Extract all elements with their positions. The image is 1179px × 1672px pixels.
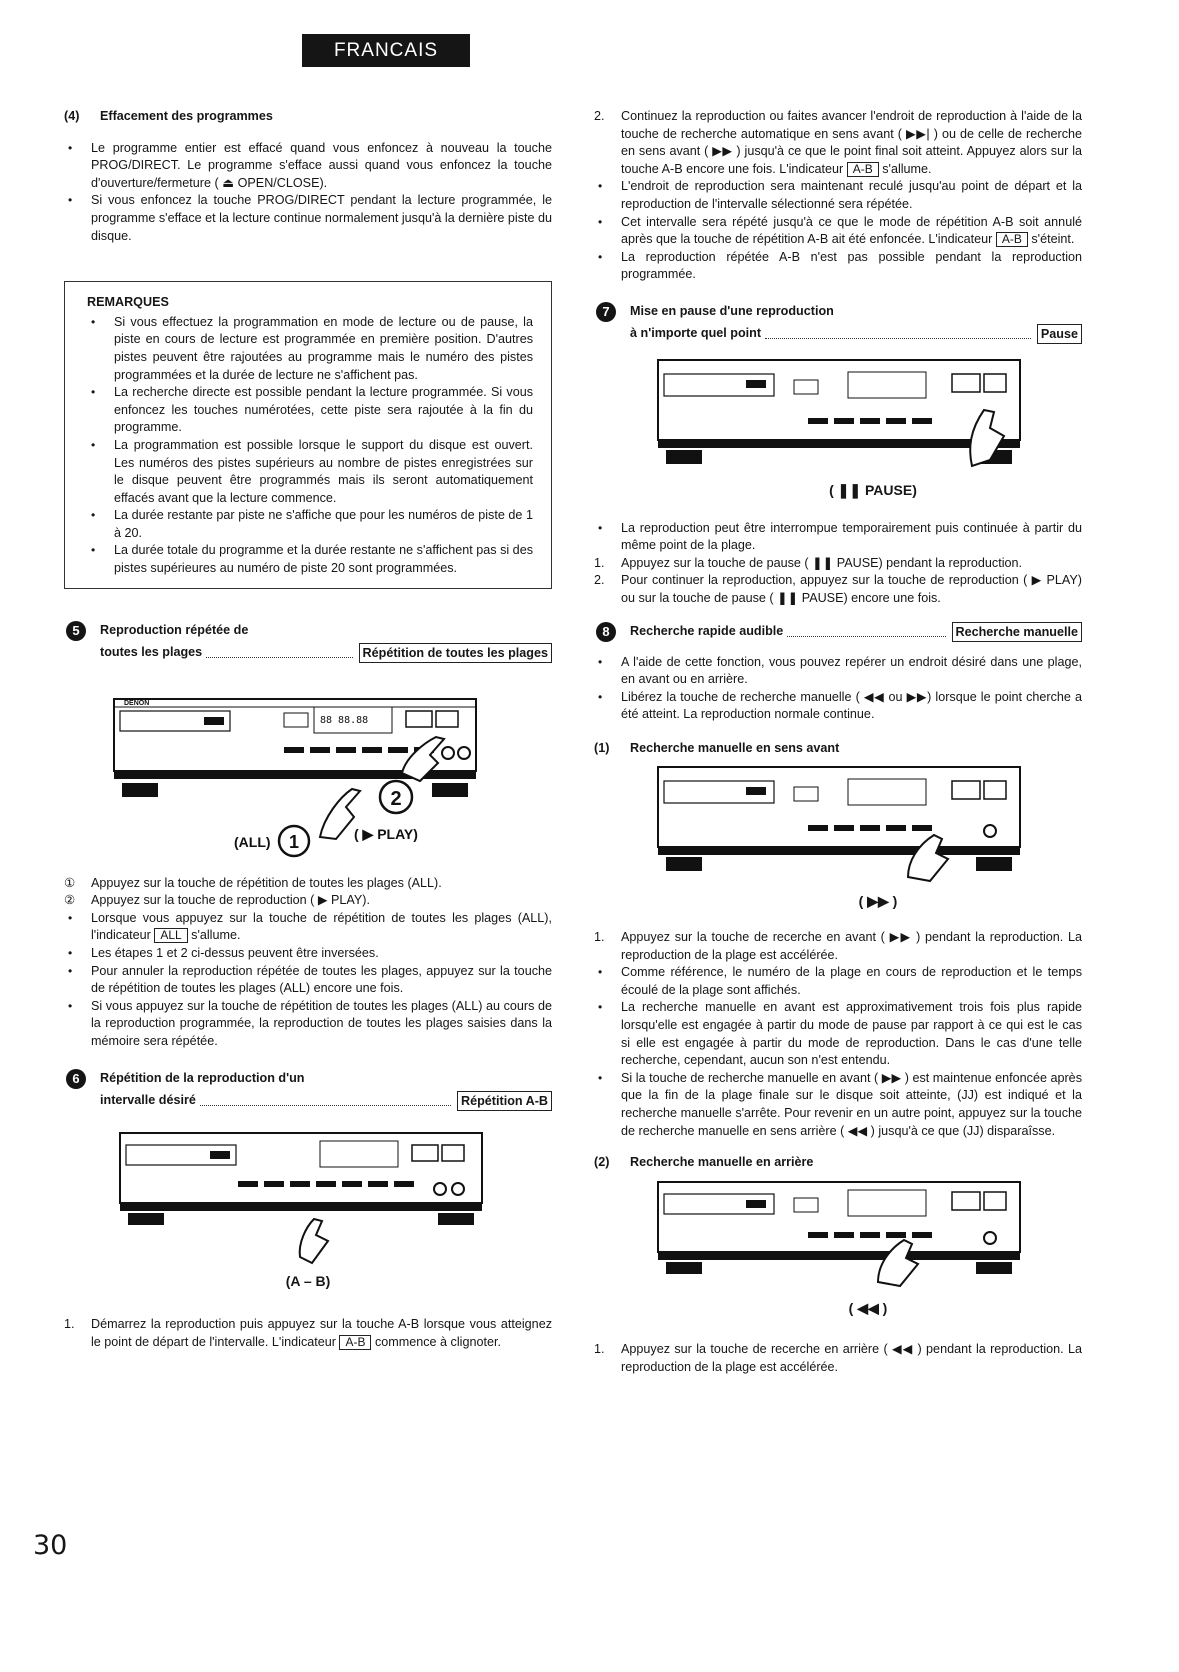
forward-search-title: Recherche manuelle en sens avant: [630, 740, 840, 755]
reverse-search-caption: ( ◀◀ ): [848, 1299, 888, 1316]
list-item: • La reproduction peut être interrompue temporairement puis continuée à partir du même point de la plage.: [594, 520, 1082, 555]
list-item: 1. Démarrez la reproduction puis appuyez sur la touche A-B lorsque vous atteignez le point de départ de l'intervalle. L'indicateur A-B commence à clignoter.: [64, 1317, 552, 1349]
section-7-number: 7: [596, 302, 616, 322]
cd-player-figure-reverse: [618, 1178, 1058, 1288]
section-6-title-line1: Répétition de la reproduction d'un: [100, 1070, 305, 1085]
ab-steps: [594, 108, 1082, 178]
ab-indicator: A-B: [847, 162, 879, 177]
left-column: [64, 108, 552, 1351]
forward-search-steps: [594, 929, 1082, 964]
section-7-title-line1: Mise en pause d'une reproduction: [630, 303, 834, 318]
section-5-title-line1: Reproduction répétée de: [100, 622, 249, 637]
section-6-title: [64, 1067, 552, 1111]
cd-player-figure-forward: [618, 763, 1058, 883]
list-item: • La reproduction répétée A-B n'est pas possible pendant la reproduction programmée.: [594, 249, 1082, 284]
section-6-caption: (A – B): [285, 1272, 331, 1289]
all-indicator: ALL: [154, 928, 187, 943]
cd-player-figure-ab: [88, 1123, 528, 1273]
remarks-list: [87, 314, 533, 578]
callout-1-label: 1: [288, 831, 300, 852]
section-6-steps: [64, 1316, 552, 1351]
forward-search-number: (1): [594, 740, 610, 755]
label-play: ( ▶ PLAY): [354, 825, 418, 842]
section-8-number: 8: [596, 622, 616, 642]
cd-player-illustration: [618, 763, 1058, 883]
hand-pointer-icon: [300, 1219, 328, 1263]
list-item: • Le programme entier est effacé quand vous enfoncez à nouveau la touche PROG/DIRECT. Le programme s'efface aussi quand vous enfoncez la touche d'ouverture/fermeture ( ⏏ OPEN/CLOSE).: [64, 140, 552, 193]
prog-erase-number: (4): [64, 109, 80, 123]
forward-search-heading: [594, 740, 1082, 758]
section-5-bullets: [64, 910, 552, 1051]
forward-search-caption: ( ▶▶ ): [858, 893, 898, 910]
list-item: 1. Appuyez sur la touche de pause ( ❚❚ PAUSE) pendant la reproduction.: [594, 555, 1023, 570]
list-item: • Lorsque vous appuyez sur la touche de répétition de toutes les plages (ALL), l'indicateur ALL s'allume.: [64, 910, 552, 945]
list-item: ② Appuyez sur la touche de reproduction ( ▶ PLAY).: [64, 893, 370, 908]
section-7-steps: [594, 555, 1082, 608]
list-item: • La durée restante par piste ne s'affiche que pour les numéros de piste de 1 à 20.: [87, 507, 533, 542]
list-item: 1. Appuyez sur la touche de recerche en arrière ( ◀◀ ) pendant la reproduction. La reproduction de la plage est accélérée.: [594, 1342, 1082, 1374]
prog-erase-list: [64, 140, 552, 246]
list-item: • Libérez la touche de recherche manuelle ( ◀◀ ou ▶▶) lorsque le point cherche a été atteint. La reproduction normale continue.: [594, 689, 1082, 724]
section-6-title-line2: intervalle désiré: [100, 1092, 196, 1107]
section-6-number: 6: [66, 1069, 86, 1089]
list-item: • L'endroit de reproduction sera maintenant reculé jusqu'au point de départ et la reproduction de l'intervalle sélectionné sera répétée.: [594, 178, 1082, 213]
remarks-box: [64, 281, 552, 589]
forward-search-bullets: [594, 964, 1082, 1140]
section-7-title: [594, 300, 1082, 344]
list-item: • La recherche directe est possible pendant la lecture programmée. Si vous enfoncez les touches numérotées, cette piste sera rajoutée à la fin du programme.: [87, 384, 533, 437]
ab-indicator: A-B: [339, 1335, 371, 1350]
cd-player-figure-pause: [618, 356, 1058, 478]
section-5-title-line2: toutes les plages: [100, 644, 203, 659]
section-5-tag: Répétition de toutes les plages: [359, 643, 552, 663]
section-7-tag: Pause: [1037, 324, 1082, 344]
section-7-title-line2: à n'importe quel point: [630, 325, 762, 340]
cd-player-illustration: [618, 356, 1058, 478]
ab-bullets: [594, 178, 1082, 284]
list-item: • Pour annuler la reproduction répétée de toutes les plages, appuyez sur la touche de répétition de toutes les plages (ALL) encore une fois.: [64, 963, 552, 998]
list-item: • Si vous appuyez sur la touche de répétition de toutes les plages (ALL) au cours de la reproduction programmée, la reproduction de toutes les plages saisies dans la mémoire sera répétée.: [64, 998, 552, 1051]
list-item: • Cet intervalle sera répété jusqu'à ce que le mode de répétition A-B soit annulé après que la touche de répétition A-B ait été enfoncée. L'indicateur A-B s'éteint.: [594, 214, 1082, 249]
prog-erase-heading: [64, 108, 552, 126]
device-display: 88 88.88: [320, 714, 369, 726]
right-column: [594, 108, 1082, 1377]
list-item: • Comme référence, le numéro de la plage en cours de reproduction et le temps écoulé de la plage sont affichés.: [594, 964, 1082, 999]
cd-player-figure-repeat-all: [84, 677, 532, 867]
list-item: • A l'aide de cette fonction, vous pouvez repérer un endroit désiré dans une plage, en avant ou en arrière.: [594, 654, 1082, 689]
list-item: • La programmation est possible lorsque le support du disque est ouvert. Les numéros des pistes supérieurs au nombre de pistes enregistrées sur le disque peuvent être programmés mais ils seront automatiquement effacés avant que la lecture commence.: [87, 437, 533, 507]
section-6-tag: Répétition A-B: [457, 1091, 552, 1111]
language-tab: FRANCAIS: [302, 34, 470, 67]
reverse-search-heading: [594, 1154, 1082, 1172]
list-item: • Si vous effectuez la programmation en mode de lecture ou de pause, la piste en cours de lecture est programmée en première position. D'autres pistes peuvent être rajoutées au programme mais le numéro des pistes programmées et la durée de lecture ne s'affichent pas.: [87, 314, 533, 384]
list-item: • La durée totale du programme et la durée restante ne s'affichent pas si des pistes supérieures au numéro de piste 20 sont programmées.: [87, 542, 533, 577]
label-all: (ALL): [234, 833, 271, 850]
ab-indicator: A-B: [996, 232, 1028, 247]
cd-player-illustration: [84, 677, 532, 867]
callout-2-label: 2: [390, 787, 402, 810]
section-7-caption: ( ❚❚ PAUSE): [829, 481, 917, 498]
list-item: • La recherche manuelle en avant est approximativement trois fois plus rapide lorsqu'elle est engagée à partir du mode de pause par rapport à ce qui est le cas si elle est engagée à partir du mode de reproduction. Dans le cas d'une telle recherche, cependant, aucun son n'est entendu.: [594, 999, 1082, 1069]
list-item: ① Appuyez sur la touche de répétition de toutes les plages (ALL).: [64, 875, 442, 890]
prog-erase-title: Effacement des programmes: [100, 109, 273, 123]
brand-label: DENON: [124, 699, 150, 707]
list-item: • Si vous enfoncez la touche PROG/DIRECT pendant la lecture programmée, le programme s'efface et la lecture continue normalement jusqu'à la dernière piste du disque.: [64, 192, 552, 245]
list-item: 2. Pour continuer la reproduction, appuyez sur la touche de reproduction ( ▶ PLAY) ou sur la touche de pause ( ❚❚ PAUSE) encore une fois.: [594, 573, 1082, 605]
section-7-bullets: [594, 520, 1082, 555]
reverse-search-title: Recherche manuelle en arrière: [630, 1155, 814, 1170]
list-item: • Les étapes 1 et 2 ci-dessus peuvent être inversées.: [64, 945, 552, 963]
section-8-bullets: [594, 654, 1082, 724]
section-8-title-text: Recherche rapide audible: [630, 623, 784, 638]
cd-player-illustration: [618, 1178, 1058, 1288]
reverse-search-number: (2): [594, 1155, 610, 1170]
reverse-search-steps: [594, 1341, 1082, 1376]
section-8-title: [594, 620, 1082, 642]
list-item: • Si la touche de recherche manuelle en avant ( ▶▶ ) est maintenue enfoncée après que la fin de la plage finale sur le disque soit atteinte, (ЈЈ) est indiqué et la recherche manuelle s'arrête. Pour revenir en un autre point, appuyez sur la touche de recherche manuelle en sens arrière ( ◀◀ ) jusqu'à ce que (ЈЈ) disparaîsse.: [594, 1070, 1082, 1140]
list-item: 2. Continuez la reproduction ou faites avancer l'endroit de reproduction à l'aide de la touche de recherche automatique en sens avant ( ▶▶| ) ou de celle de recherche en sens avant ( ▶▶ ) jusqu'à ce que le point final soit atteint. Appuyez alors sur la touche A-B encore une fois. L'indicateur A-B s'allume.: [594, 109, 1082, 176]
cd-player-illustration: [88, 1123, 528, 1273]
section-8-tag: Recherche manuelle: [952, 622, 1083, 642]
section-5-title: [64, 619, 552, 663]
list-item: 1. Appuyez sur la touche de recerche en avant ( ▶▶ ) pendant la reproduction. La reproduction de la plage est accélérée.: [594, 930, 1082, 962]
section-5-number: 5: [66, 621, 86, 641]
remarks-title: REMARQUES: [87, 295, 169, 310]
section-5-steps: [64, 875, 552, 910]
page-number: 30: [33, 1530, 68, 1561]
